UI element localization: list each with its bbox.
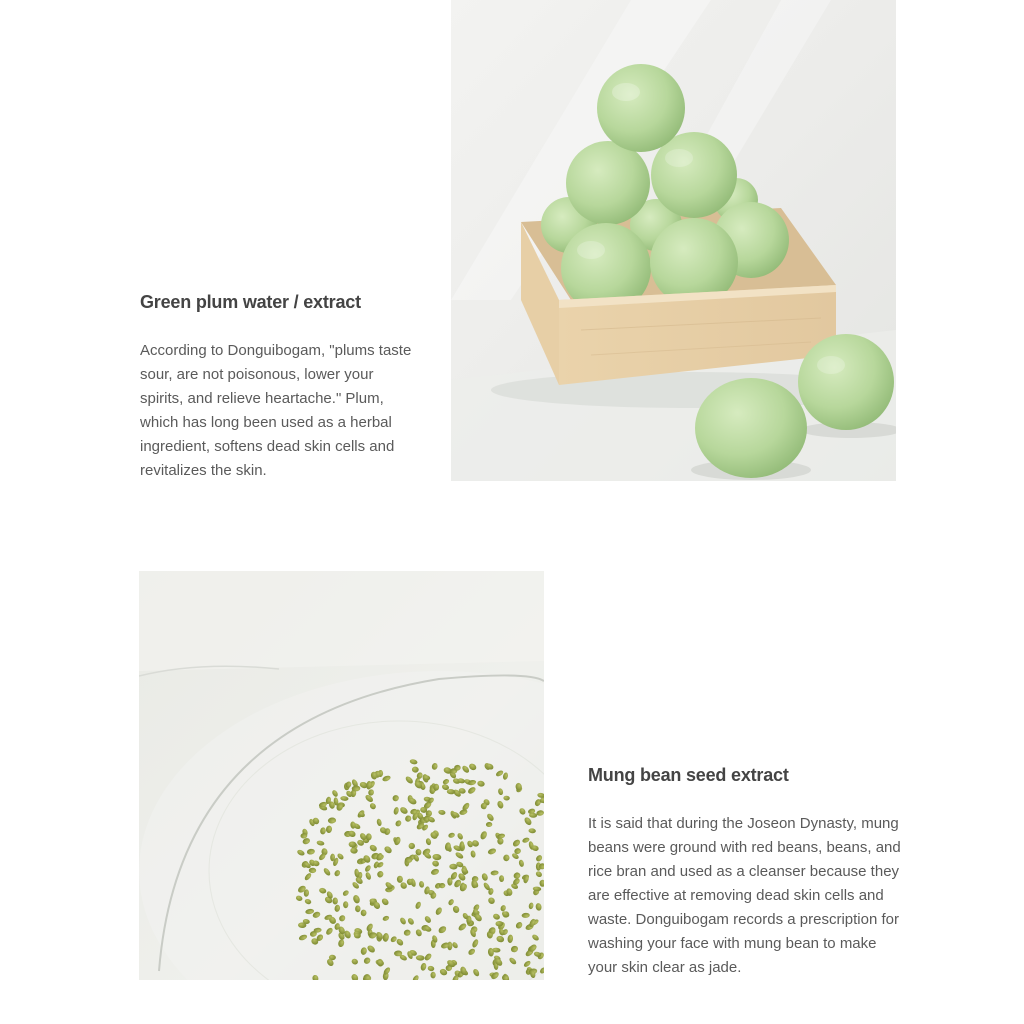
mung-bean-title: Mung bean seed extract (588, 765, 789, 785)
mung-bean (496, 921, 504, 926)
mung-bean (397, 876, 403, 883)
green-plum-section (140, 292, 430, 483)
mung-bean (343, 901, 348, 908)
green-plum-photo (451, 0, 896, 481)
mung-bean (433, 784, 439, 791)
mung-bean (333, 898, 338, 905)
green-plum-illustration (451, 0, 896, 481)
mung-bean-illustration (139, 571, 544, 980)
mung-bean-section (588, 765, 908, 980)
mung-bean-description: It is said that during the Joseon Dynasty, mung beans were ground with red beans, beans, and rice bran and used as a cleanser because they are effective at removing dead skin cells and waste. Donguibogam records a prescription for washing your face with mung bean to make your skin clear as jade. (588, 815, 901, 976)
green-plum-title: Green plum water / extract (140, 292, 361, 312)
mung-bean-photo (139, 571, 544, 980)
green-plum-description: According to Donguibogam, "plums taste sour, are not poisonous, lower your spirits, and relieve heartache." Plum, which has long been used as a herbal ingredient, softens dead skin cells and revitalizes the skin. (140, 342, 412, 479)
